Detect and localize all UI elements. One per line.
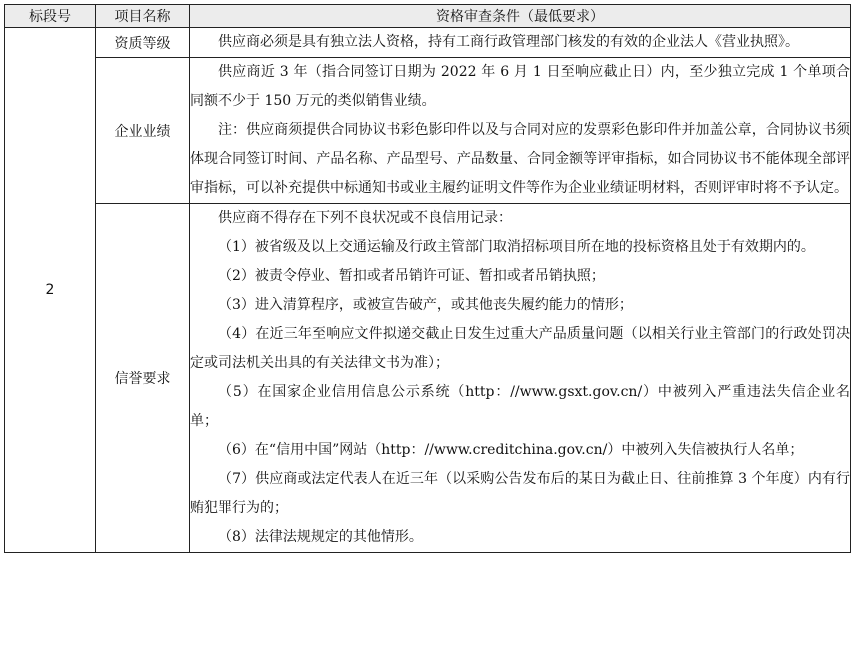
- qualification-table: [4, 4, 851, 553]
- requirement-paragraph: 供应商必须是具有独立法人资格，持有工商行政管理部门核发的有效的企业法人《营业执照》。: [218, 34, 799, 50]
- requirement-item-1: （1）被省级及以上交通运输及行政主管部门取消招标项目所在地的投标资格且处于有效期内的。: [218, 239, 815, 255]
- item-name-performance: 企业业绩: [96, 58, 190, 204]
- header-row: [5, 5, 851, 28]
- requirement-qualification-level: [190, 28, 851, 58]
- requirement-intro: 供应商不得存在下列不良状况或不良信用记录：: [218, 210, 512, 226]
- requirement-paragraph: 供应商近 3 年（指合同签订日期为 2022 年 6 月 1 日至响应截止日）内，至少独立完成 1 个单项合同额不少于 150 万元的类似销售业绩。: [190, 64, 850, 109]
- requirement-item-5: （5）在国家企业信用信息公示系统（http：//www.gsxt.gov.cn/）中被列入严重违法失信企业名单；: [190, 384, 850, 429]
- header-item-name: 项目名称: [96, 5, 190, 28]
- row-credit: [5, 204, 851, 553]
- row-performance: [5, 58, 851, 204]
- requirement-item-4: （4）在近三年至响应文件拟递交截止日发生过重大产品质量问题（以相关行业主管部门的行政处罚决定或司法机关出具的有关法律文书为准）；: [190, 326, 850, 371]
- header-section-no: 标段号: [5, 5, 96, 28]
- requirement-item-8: （8）法律法规规定的其他情形。: [218, 529, 423, 545]
- requirement-credit: [190, 204, 851, 553]
- row-qualification-level: [5, 28, 851, 58]
- item-name-credit: 信誉要求: [96, 204, 190, 553]
- requirement-item-6: （6）在“信用中国”网站（http：//www.creditchina.gov.cn/）中被列入失信被执行人名单；: [218, 442, 804, 458]
- requirement-item-3: （3）进入清算程序，或被宣告破产，或其他丧失履约能力的情形；: [218, 297, 633, 313]
- requirement-performance: [190, 58, 851, 204]
- header-requirements: 资格审查条件（最低要求）: [190, 5, 851, 28]
- section-number: 2: [5, 28, 96, 553]
- requirement-item-7: （7）供应商或法定代表人在近三年（以采购公告发布后的某日为截止日、往前推算 3 个年度）内有行贿犯罪行为的；: [190, 471, 850, 516]
- requirement-note: 注：供应商须提供合同协议书彩色影印件以及与合同对应的发票彩色影印件并加盖公章，合同协议书须体现合同签订时间、产品名称、产品型号、产品数量、合同金额等评审指标，如合同协议书不能体现全部评审指标，可以补充提供中标通知书或业主履约证明文件等作为企业业绩证明材料，否则评审时将不予认定。: [190, 122, 850, 196]
- item-name-qualification-level: 资质等级: [96, 28, 190, 58]
- requirement-item-2: （2）被责令停业、暂扣或者吊销许可证、暂扣或者吊销执照；: [218, 268, 605, 284]
